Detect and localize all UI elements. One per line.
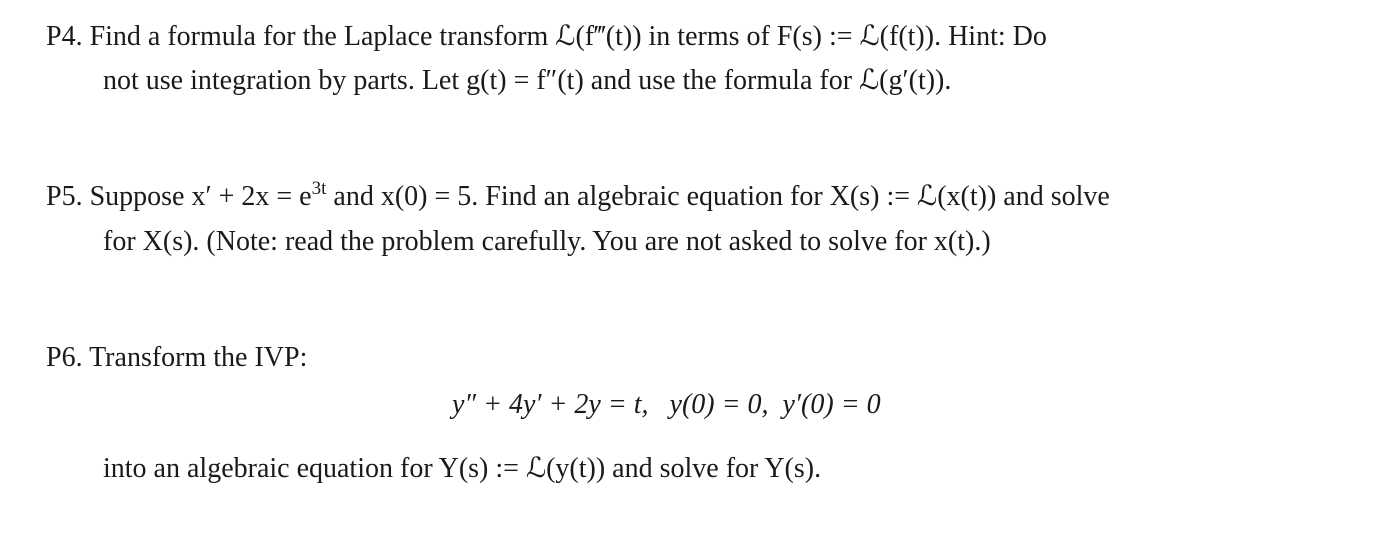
p5-line-1-start: P5. Suppose x′ + 2x = e [46, 181, 312, 212]
p6-equation: y″ + 4y′ + 2y = t, y(0) = 0, y′(0) = 0 [452, 389, 881, 420]
p5-line-1 [46, 180, 1110, 214]
p6-line-1: P6. Transform the IVP: [46, 342, 308, 373]
p5-line-1-end: and x(0) = 5. Find an algebraic equation for X(s) := ℒ(x(t)) and solve [326, 181, 1110, 212]
p5-line-2: for X(s). (Note: read the problem carefully. You are not asked to solve for x(t).) [103, 226, 991, 257]
p4-line-1: P4. Find a formula for the Laplace transform ℒ(f‴(t)) in terms of F(s) := ℒ(f(t)). Hint: Do [46, 21, 1047, 52]
p4-line-2: not use integration by parts. Let g(t) = f″(t) and use the formula for ℒ(g′(t)). [103, 65, 952, 96]
p5-exponent: 3t [311, 178, 327, 199]
p6-line-2: into an algebraic equation for Y(s) := ℒ(y(t)) and solve for Y(s). [103, 453, 822, 484]
